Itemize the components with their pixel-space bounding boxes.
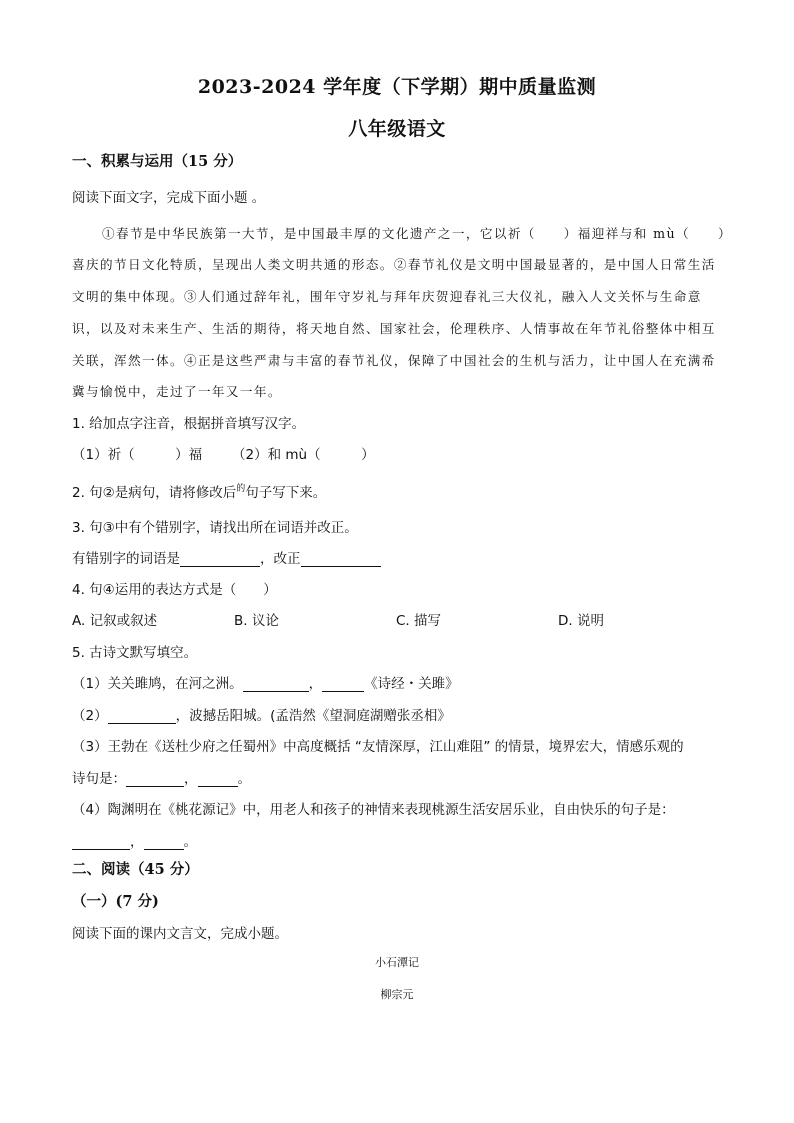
q5-item2 <box>72 704 451 724</box>
page-subtitle: 八年级语文 <box>348 118 446 140</box>
q5-item4-comma: ， <box>130 834 144 850</box>
q5-item3-blank1[interactable] <box>126 772 184 787</box>
q5-item1-comma: ， <box>308 676 323 692</box>
q3-correct-blank[interactable] <box>301 552 381 567</box>
q2-text <box>72 481 326 501</box>
q5-item4-blank2[interactable] <box>144 835 184 850</box>
q5-text: 5. 古诗文默写填空。 <box>72 645 198 661</box>
q3-correct-label: ，改正 <box>260 551 301 567</box>
page-title: 2023-2024 学年度（下学期）期中质量监测 <box>197 76 597 98</box>
q5-item3-prefix: 诗句是： <box>72 771 126 787</box>
q4-text: 4. 句④运用的表达方式是（ ） <box>72 582 277 598</box>
q5-item3-line2 <box>72 767 251 787</box>
q5-item4-end: 。 <box>183 834 197 850</box>
passage-line: 关联，浑然一体。④正是这些严肃与丰富的春节礼仪，保障了中国社会的生机与活力，让中国人在充满希 <box>72 353 716 368</box>
q1-part2: （2）和 mù（ ） <box>232 447 375 463</box>
q4-option-b[interactable]: B. 议论 <box>234 613 279 629</box>
passage-line: ①春节是中华民族第一大节，是中国最丰厚的文化遗产之一，它以祈（ ）福迎祥与和 mù（ ） <box>102 226 732 241</box>
reading-text-author: 柳宗元 <box>380 988 414 1001</box>
q5-item1-text: （1）关关雎鸠，在河之洲。 <box>72 676 243 692</box>
q4-option-c[interactable]: C. 描写 <box>396 613 442 629</box>
q5-item1-blank2[interactable] <box>322 677 364 692</box>
q3-text: 3. 句③中有个错别字，请找出所在词语并改正。 <box>72 520 358 536</box>
section2-heading: 二、阅读（45 分） <box>72 861 199 878</box>
section2-instruction: 阅读下面的课内文言文，完成小题。 <box>72 926 288 942</box>
section1-instruction: 阅读下面文字，完成下面小题 。 <box>72 190 266 206</box>
q2-text-before: 2. 句②是病句，请将修改后 <box>72 485 237 501</box>
section2-subheading: （一）(7 分) <box>72 893 159 910</box>
q1-part1: （1）祈（ ）福 <box>72 447 203 463</box>
q3-answer-label: 有错别字的词语是 <box>72 551 180 567</box>
q2-text-after: 句子写下来。 <box>245 485 327 501</box>
q4-option-d[interactable]: D. 说明 <box>558 613 604 629</box>
q5-item3-line1: （3）王勃在《送杜少府之任蜀州》中高度概括 “友情深厚，江山难阻” 的情景，境界宏大，情感乐观的 <box>72 739 684 755</box>
q5-item2-text: ，波撼岳阳城。(孟浩然《望洞庭湖赠张丞相》 <box>175 708 451 724</box>
q5-item4-line2 <box>72 830 197 850</box>
q4-option-a[interactable]: A. 记叙或叙述 <box>72 613 158 629</box>
passage-line: 喜庆的节日文化特质，呈现出人类文明共通的形态。②春节礼仪是文明中国最显著的，是中国人日常生活 <box>72 257 716 272</box>
reading-text-title: 小石潭记 <box>375 956 419 969</box>
section1-heading: 一、积累与运用（15 分） <box>72 153 243 170</box>
q3-answer-row <box>72 547 381 567</box>
q5-item1-blank1[interactable] <box>243 677 309 692</box>
passage-line: 冀与愉悦中，走过了一年又一年。 <box>72 384 282 399</box>
q5-item3-blank2[interactable] <box>198 772 238 787</box>
passage-line: 文明的集中体现。③人们通过辞年礼，围年守岁礼与拜年庆贺迎春礼三大仪礼，融入人文关怀与生命意 <box>72 289 702 304</box>
q2-note: 的 <box>236 484 246 494</box>
q5-item2-blank[interactable] <box>108 709 176 724</box>
q5-item1 <box>72 672 459 692</box>
q1-text: 1. 给加点字注音，根据拼音填写汉字。 <box>72 416 306 432</box>
q5-item4-line1: （4）陶渊明在《桃花源记》中，用老人和孩子的神情来表现桃源生活安居乐业，自由快乐的句子是： <box>72 802 675 818</box>
q5-item4-blank1[interactable] <box>72 835 130 850</box>
q3-answer-blank[interactable] <box>180 552 260 567</box>
q5-item2-prefix: （2） <box>72 708 108 724</box>
q5-item3-end: 。 <box>237 771 251 787</box>
passage-line: 识，以及对未来生产、生活的期待，将天地自然、国家社会，伦理秩序、人情事故在年节礼俗整体中相互 <box>72 321 716 336</box>
q5-item3-comma: ， <box>184 771 198 787</box>
q5-item1-source: 《诗经・关雎》 <box>364 676 459 692</box>
